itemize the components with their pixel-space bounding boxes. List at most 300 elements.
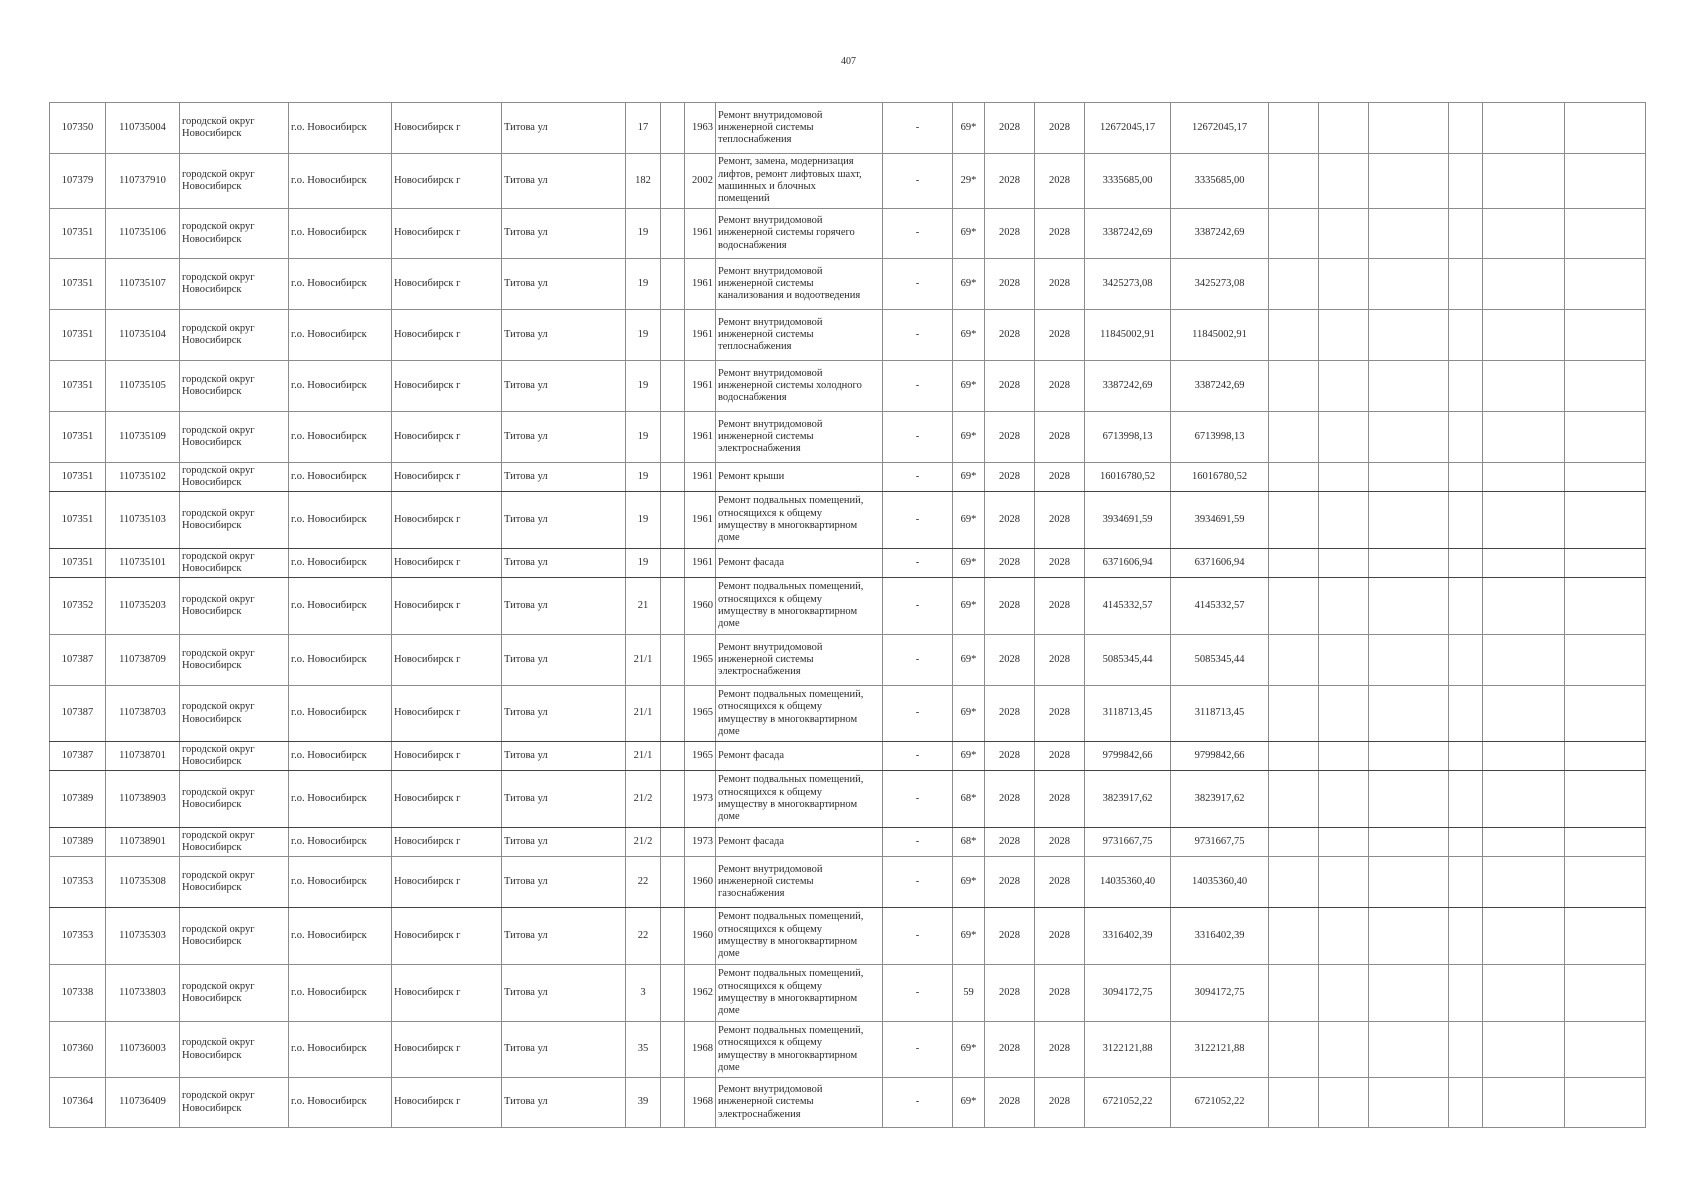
empty-cell [1449, 908, 1483, 965]
cell-house: 21/2 [626, 771, 661, 828]
empty-cell [1565, 209, 1646, 259]
cell-total-cost: 3934691,59 [1171, 492, 1269, 549]
empty-cell [1319, 209, 1369, 259]
cell-mark: - [883, 635, 953, 686]
empty-cell [1319, 310, 1369, 361]
cell-plan-year: 2028 [985, 310, 1035, 361]
empty-cell [1449, 578, 1483, 635]
cell-locality: Новосибирск г [392, 857, 502, 908]
cell-end-year: 2028 [1035, 828, 1085, 857]
cell-wear: 69* [953, 463, 985, 492]
cell-plan-year: 2028 [985, 635, 1035, 686]
cell-cost: 6713998,13 [1085, 412, 1171, 463]
cell-cost: 14035360,40 [1085, 857, 1171, 908]
cell-cost: 3094172,75 [1085, 965, 1171, 1022]
cell-wear: 69* [953, 1022, 985, 1078]
empty-cell [1369, 857, 1449, 908]
cell-code: 110738701 [106, 742, 180, 771]
cell-street: Титова ул [502, 635, 626, 686]
empty-cell [1269, 578, 1319, 635]
empty-cell [1269, 310, 1319, 361]
cell-end-year: 2028 [1035, 361, 1085, 412]
empty-cell [1319, 412, 1369, 463]
cell-wear: 69* [953, 857, 985, 908]
cell-code: 110737910 [106, 154, 180, 209]
empty-cell [1369, 361, 1449, 412]
cell-end-year: 2028 [1035, 635, 1085, 686]
cell-year-built: 1961 [685, 463, 716, 492]
empty-cell [1449, 1078, 1483, 1128]
cell-total-cost: 3316402,39 [1171, 908, 1269, 965]
cell-total-cost: 9799842,66 [1171, 742, 1269, 771]
cell-id: 107350 [50, 103, 106, 154]
cell-cost: 3387242,69 [1085, 209, 1171, 259]
cell-end-year: 2028 [1035, 310, 1085, 361]
cell-plan-year: 2028 [985, 1022, 1035, 1078]
cell-plan-year: 2028 [985, 828, 1035, 857]
empty-cell [1565, 103, 1646, 154]
empty-cell [1319, 635, 1369, 686]
cell-code: 110736409 [106, 1078, 180, 1128]
empty-cell [1269, 635, 1319, 686]
cell-district: г.о. Новосибирск [289, 412, 392, 463]
cell-building [661, 1022, 685, 1078]
empty-cell [1319, 549, 1369, 578]
table-row [50, 492, 1646, 549]
cell-wear: 29* [953, 154, 985, 209]
empty-cell [1483, 412, 1565, 463]
cell-locality: Новосибирск г [392, 578, 502, 635]
cell-house: 22 [626, 908, 661, 965]
empty-cell [1483, 686, 1565, 742]
cell-cost: 6371606,94 [1085, 549, 1171, 578]
cell-id: 107364 [50, 1078, 106, 1128]
cell-building [661, 103, 685, 154]
cell-id: 107353 [50, 857, 106, 908]
cell-wear: 69* [953, 361, 985, 412]
empty-cell [1269, 549, 1319, 578]
cell-id: 107389 [50, 771, 106, 828]
cell-plan-year: 2028 [985, 686, 1035, 742]
table-row [50, 412, 1646, 463]
cell-cost: 3425273,08 [1085, 259, 1171, 310]
cell-building [661, 742, 685, 771]
empty-cell [1369, 549, 1449, 578]
cell-building [661, 686, 685, 742]
empty-cell [1319, 259, 1369, 310]
cell-district: г.о. Новосибирск [289, 463, 392, 492]
cell-code: 110735109 [106, 412, 180, 463]
cell-end-year: 2028 [1035, 771, 1085, 828]
cell-locality: Новосибирск г [392, 549, 502, 578]
cell-building [661, 857, 685, 908]
cell-end-year: 2028 [1035, 103, 1085, 154]
cell-district: г.о. Новосибирск [289, 259, 392, 310]
empty-cell [1483, 103, 1565, 154]
empty-cell [1565, 549, 1646, 578]
empty-cell [1565, 412, 1646, 463]
empty-cell [1319, 771, 1369, 828]
cell-work-type: Ремонт фасада [716, 549, 883, 578]
cell-code: 110735308 [106, 857, 180, 908]
cell-work-type: Ремонт внутридомовой инженерной системы холодного водоснабжения [716, 361, 883, 412]
cell-end-year: 2028 [1035, 492, 1085, 549]
cell-building [661, 1078, 685, 1128]
empty-cell [1369, 1022, 1449, 1078]
cell-municipality: городской округ Новосибирск [180, 965, 289, 1022]
cell-code: 110738903 [106, 771, 180, 828]
cell-locality: Новосибирск г [392, 828, 502, 857]
cell-municipality: городской округ Новосибирск [180, 828, 289, 857]
empty-cell [1565, 361, 1646, 412]
empty-cell [1369, 492, 1449, 549]
cell-building [661, 965, 685, 1022]
table-row [50, 828, 1646, 857]
empty-cell [1483, 578, 1565, 635]
empty-cell [1319, 1078, 1369, 1128]
cell-street: Титова ул [502, 463, 626, 492]
empty-cell [1565, 686, 1646, 742]
cell-house: 21/2 [626, 828, 661, 857]
cell-plan-year: 2028 [985, 103, 1035, 154]
cell-locality: Новосибирск г [392, 463, 502, 492]
cell-district: г.о. Новосибирск [289, 103, 392, 154]
cell-wear: 69* [953, 578, 985, 635]
cell-locality: Новосибирск г [392, 635, 502, 686]
empty-cell [1369, 771, 1449, 828]
cell-id: 107351 [50, 310, 106, 361]
cell-year-built: 1960 [685, 908, 716, 965]
table-row [50, 463, 1646, 492]
cell-wear: 69* [953, 742, 985, 771]
cell-district: г.о. Новосибирск [289, 310, 392, 361]
table-row [50, 1078, 1646, 1128]
empty-cell [1449, 857, 1483, 908]
empty-cell [1565, 742, 1646, 771]
table-row [50, 209, 1646, 259]
empty-cell [1319, 1022, 1369, 1078]
cell-wear: 69* [953, 259, 985, 310]
empty-cell [1319, 492, 1369, 549]
cell-total-cost: 6371606,94 [1171, 549, 1269, 578]
cell-code: 110738709 [106, 635, 180, 686]
table-row [50, 771, 1646, 828]
cell-municipality: городской округ Новосибирск [180, 549, 289, 578]
empty-cell [1369, 310, 1449, 361]
cell-end-year: 2028 [1035, 1078, 1085, 1128]
empty-cell [1483, 154, 1565, 209]
cell-street: Титова ул [502, 965, 626, 1022]
empty-cell [1369, 578, 1449, 635]
empty-cell [1449, 492, 1483, 549]
empty-cell [1449, 259, 1483, 310]
cell-locality: Новосибирск г [392, 908, 502, 965]
cell-district: г.о. Новосибирск [289, 1078, 392, 1128]
cell-house: 35 [626, 1022, 661, 1078]
cell-house: 19 [626, 463, 661, 492]
cell-code: 110736003 [106, 1022, 180, 1078]
cell-locality: Новосибирск г [392, 103, 502, 154]
cell-total-cost: 4145332,57 [1171, 578, 1269, 635]
cell-code: 110735203 [106, 578, 180, 635]
cell-cost: 3934691,59 [1085, 492, 1171, 549]
cell-mark: - [883, 908, 953, 965]
cell-municipality: городской округ Новосибирск [180, 771, 289, 828]
cell-total-cost: 3425273,08 [1171, 259, 1269, 310]
empty-cell [1449, 828, 1483, 857]
cell-id: 107351 [50, 209, 106, 259]
cell-id: 107387 [50, 686, 106, 742]
cell-house: 3 [626, 965, 661, 1022]
cell-plan-year: 2028 [985, 908, 1035, 965]
empty-cell [1449, 310, 1483, 361]
empty-cell [1565, 259, 1646, 310]
empty-cell [1269, 361, 1319, 412]
cell-locality: Новосибирск г [392, 742, 502, 771]
cell-end-year: 2028 [1035, 154, 1085, 209]
cell-cost: 12672045,17 [1085, 103, 1171, 154]
cell-district: г.о. Новосибирск [289, 549, 392, 578]
cell-total-cost: 11845002,91 [1171, 310, 1269, 361]
cell-district: г.о. Новосибирск [289, 578, 392, 635]
cell-id: 107351 [50, 492, 106, 549]
empty-cell [1483, 463, 1565, 492]
table-row [50, 1022, 1646, 1078]
cell-year-built: 1968 [685, 1022, 716, 1078]
empty-cell [1483, 259, 1565, 310]
empty-cell [1483, 361, 1565, 412]
empty-cell [1269, 412, 1319, 463]
cell-municipality: городской округ Новосибирск [180, 154, 289, 209]
cell-district: г.о. Новосибирск [289, 492, 392, 549]
cell-id: 107353 [50, 908, 106, 965]
cell-street: Титова ул [502, 492, 626, 549]
cell-wear: 69* [953, 1078, 985, 1128]
cell-cost: 4145332,57 [1085, 578, 1171, 635]
cell-code: 110738703 [106, 686, 180, 742]
cell-locality: Новосибирск г [392, 154, 502, 209]
cell-total-cost: 6721052,22 [1171, 1078, 1269, 1128]
cell-municipality: городской округ Новосибирск [180, 686, 289, 742]
cell-district: г.о. Новосибирск [289, 154, 392, 209]
cell-end-year: 2028 [1035, 742, 1085, 771]
cell-work-type: Ремонт подвальных помещений, относящихся к общему имуществу в многоквартирном доме [716, 908, 883, 965]
empty-cell [1483, 310, 1565, 361]
cell-street: Титова ул [502, 686, 626, 742]
cell-id: 107351 [50, 361, 106, 412]
cell-mark: - [883, 1078, 953, 1128]
cell-work-type: Ремонт, замена, модернизация лифтов, ремонт лифтовых шахт, машинных и блочных помещений [716, 154, 883, 209]
table-row [50, 908, 1646, 965]
cell-locality: Новосибирск г [392, 259, 502, 310]
cell-year-built: 1973 [685, 828, 716, 857]
cell-plan-year: 2028 [985, 578, 1035, 635]
empty-cell [1369, 463, 1449, 492]
cell-building [661, 549, 685, 578]
cell-house: 21/1 [626, 686, 661, 742]
cell-year-built: 1961 [685, 492, 716, 549]
cell-code: 110738901 [106, 828, 180, 857]
cell-code: 110735106 [106, 209, 180, 259]
empty-cell [1565, 492, 1646, 549]
cell-work-type: Ремонт подвальных помещений, относящихся к общему имуществу в многоквартирном доме [716, 1022, 883, 1078]
table-row [50, 578, 1646, 635]
cell-locality: Новосибирск г [392, 209, 502, 259]
table-row [50, 549, 1646, 578]
cell-cost: 3335685,00 [1085, 154, 1171, 209]
cell-district: г.о. Новосибирск [289, 771, 392, 828]
cell-id: 107351 [50, 463, 106, 492]
cell-id: 107338 [50, 965, 106, 1022]
cell-work-type: Ремонт внутридомовой инженерной системы теплоснабжения [716, 310, 883, 361]
cell-year-built: 1960 [685, 578, 716, 635]
cell-end-year: 2028 [1035, 578, 1085, 635]
cell-code: 110735104 [106, 310, 180, 361]
cell-year-built: 1961 [685, 361, 716, 412]
empty-cell [1369, 908, 1449, 965]
cell-street: Титова ул [502, 209, 626, 259]
cell-municipality: городской округ Новосибирск [180, 463, 289, 492]
empty-cell [1319, 908, 1369, 965]
empty-cell [1483, 492, 1565, 549]
cell-cost: 3122121,88 [1085, 1022, 1171, 1078]
cell-total-cost: 3094172,75 [1171, 965, 1269, 1022]
empty-cell [1269, 857, 1319, 908]
cell-end-year: 2028 [1035, 857, 1085, 908]
cell-plan-year: 2028 [985, 463, 1035, 492]
empty-cell [1483, 857, 1565, 908]
cell-municipality: городской округ Новосибирск [180, 1078, 289, 1128]
empty-cell [1449, 103, 1483, 154]
empty-cell [1565, 771, 1646, 828]
cell-wear: 69* [953, 209, 985, 259]
empty-cell [1369, 259, 1449, 310]
empty-cell [1483, 742, 1565, 771]
cell-code: 110735103 [106, 492, 180, 549]
empty-cell [1269, 1078, 1319, 1128]
cell-building [661, 463, 685, 492]
cell-street: Титова ул [502, 259, 626, 310]
table-row [50, 686, 1646, 742]
cell-work-type: Ремонт фасада [716, 828, 883, 857]
cell-work-type: Ремонт внутридомовой инженерной системы газоснабжения [716, 857, 883, 908]
cell-house: 39 [626, 1078, 661, 1128]
empty-cell [1483, 771, 1565, 828]
empty-cell [1449, 154, 1483, 209]
empty-cell [1269, 259, 1319, 310]
cell-mark: - [883, 154, 953, 209]
cell-mark: - [883, 209, 953, 259]
empty-cell [1483, 1078, 1565, 1128]
cell-district: г.о. Новосибирск [289, 857, 392, 908]
cell-district: г.о. Новосибирск [289, 828, 392, 857]
cell-plan-year: 2028 [985, 259, 1035, 310]
empty-cell [1369, 686, 1449, 742]
cell-municipality: городской округ Новосибирск [180, 412, 289, 463]
cell-end-year: 2028 [1035, 686, 1085, 742]
empty-cell [1565, 1022, 1646, 1078]
cell-street: Титова ул [502, 857, 626, 908]
table-row [50, 965, 1646, 1022]
cell-cost: 9799842,66 [1085, 742, 1171, 771]
empty-cell [1449, 686, 1483, 742]
cell-municipality: городской округ Новосибирск [180, 908, 289, 965]
cell-building [661, 771, 685, 828]
cell-locality: Новосибирск г [392, 1078, 502, 1128]
repair-program-table [49, 102, 1646, 1128]
cell-municipality: городской округ Новосибирск [180, 1022, 289, 1078]
cell-id: 107351 [50, 259, 106, 310]
cell-work-type: Ремонт фасада [716, 742, 883, 771]
cell-cost: 3823917,62 [1085, 771, 1171, 828]
cell-mark: - [883, 857, 953, 908]
cell-cost: 3316402,39 [1085, 908, 1171, 965]
cell-mark: - [883, 965, 953, 1022]
cell-wear: 68* [953, 771, 985, 828]
empty-cell [1483, 828, 1565, 857]
empty-cell [1269, 463, 1319, 492]
cell-mark: - [883, 103, 953, 154]
cell-house: 182 [626, 154, 661, 209]
cell-total-cost: 12672045,17 [1171, 103, 1269, 154]
cell-street: Титова ул [502, 412, 626, 463]
empty-cell [1565, 828, 1646, 857]
cell-municipality: городской округ Новосибирск [180, 742, 289, 771]
table-row [50, 742, 1646, 771]
cell-year-built: 1965 [685, 686, 716, 742]
empty-cell [1269, 771, 1319, 828]
empty-cell [1269, 1022, 1319, 1078]
cell-mark: - [883, 578, 953, 635]
cell-cost: 3387242,69 [1085, 361, 1171, 412]
cell-locality: Новосибирск г [392, 686, 502, 742]
cell-municipality: городской округ Новосибирск [180, 635, 289, 686]
cell-year-built: 1960 [685, 857, 716, 908]
cell-year-built: 1961 [685, 549, 716, 578]
cell-mark: - [883, 828, 953, 857]
empty-cell [1319, 361, 1369, 412]
empty-cell [1269, 209, 1319, 259]
empty-cell [1449, 549, 1483, 578]
cell-work-type: Ремонт подвальных помещений, относящихся к общему имуществу в многоквартирном доме [716, 965, 883, 1022]
cell-year-built: 1963 [685, 103, 716, 154]
cell-total-cost: 14035360,40 [1171, 857, 1269, 908]
cell-street: Титова ул [502, 103, 626, 154]
cell-street: Титова ул [502, 154, 626, 209]
cell-year-built: 1961 [685, 412, 716, 463]
cell-cost: 6721052,22 [1085, 1078, 1171, 1128]
cell-street: Титова ул [502, 310, 626, 361]
cell-street: Титова ул [502, 549, 626, 578]
cell-locality: Новосибирск г [392, 492, 502, 549]
empty-cell [1483, 549, 1565, 578]
empty-cell [1319, 828, 1369, 857]
empty-cell [1369, 828, 1449, 857]
cell-house: 19 [626, 361, 661, 412]
empty-cell [1483, 965, 1565, 1022]
cell-mark: - [883, 492, 953, 549]
empty-cell [1565, 1078, 1646, 1128]
cell-wear: 69* [953, 635, 985, 686]
cell-mark: - [883, 412, 953, 463]
table-row [50, 154, 1646, 209]
cell-mark: - [883, 686, 953, 742]
cell-total-cost: 16016780,52 [1171, 463, 1269, 492]
cell-id: 107379 [50, 154, 106, 209]
empty-cell [1319, 578, 1369, 635]
cell-locality: Новосибирск г [392, 310, 502, 361]
cell-building [661, 412, 685, 463]
